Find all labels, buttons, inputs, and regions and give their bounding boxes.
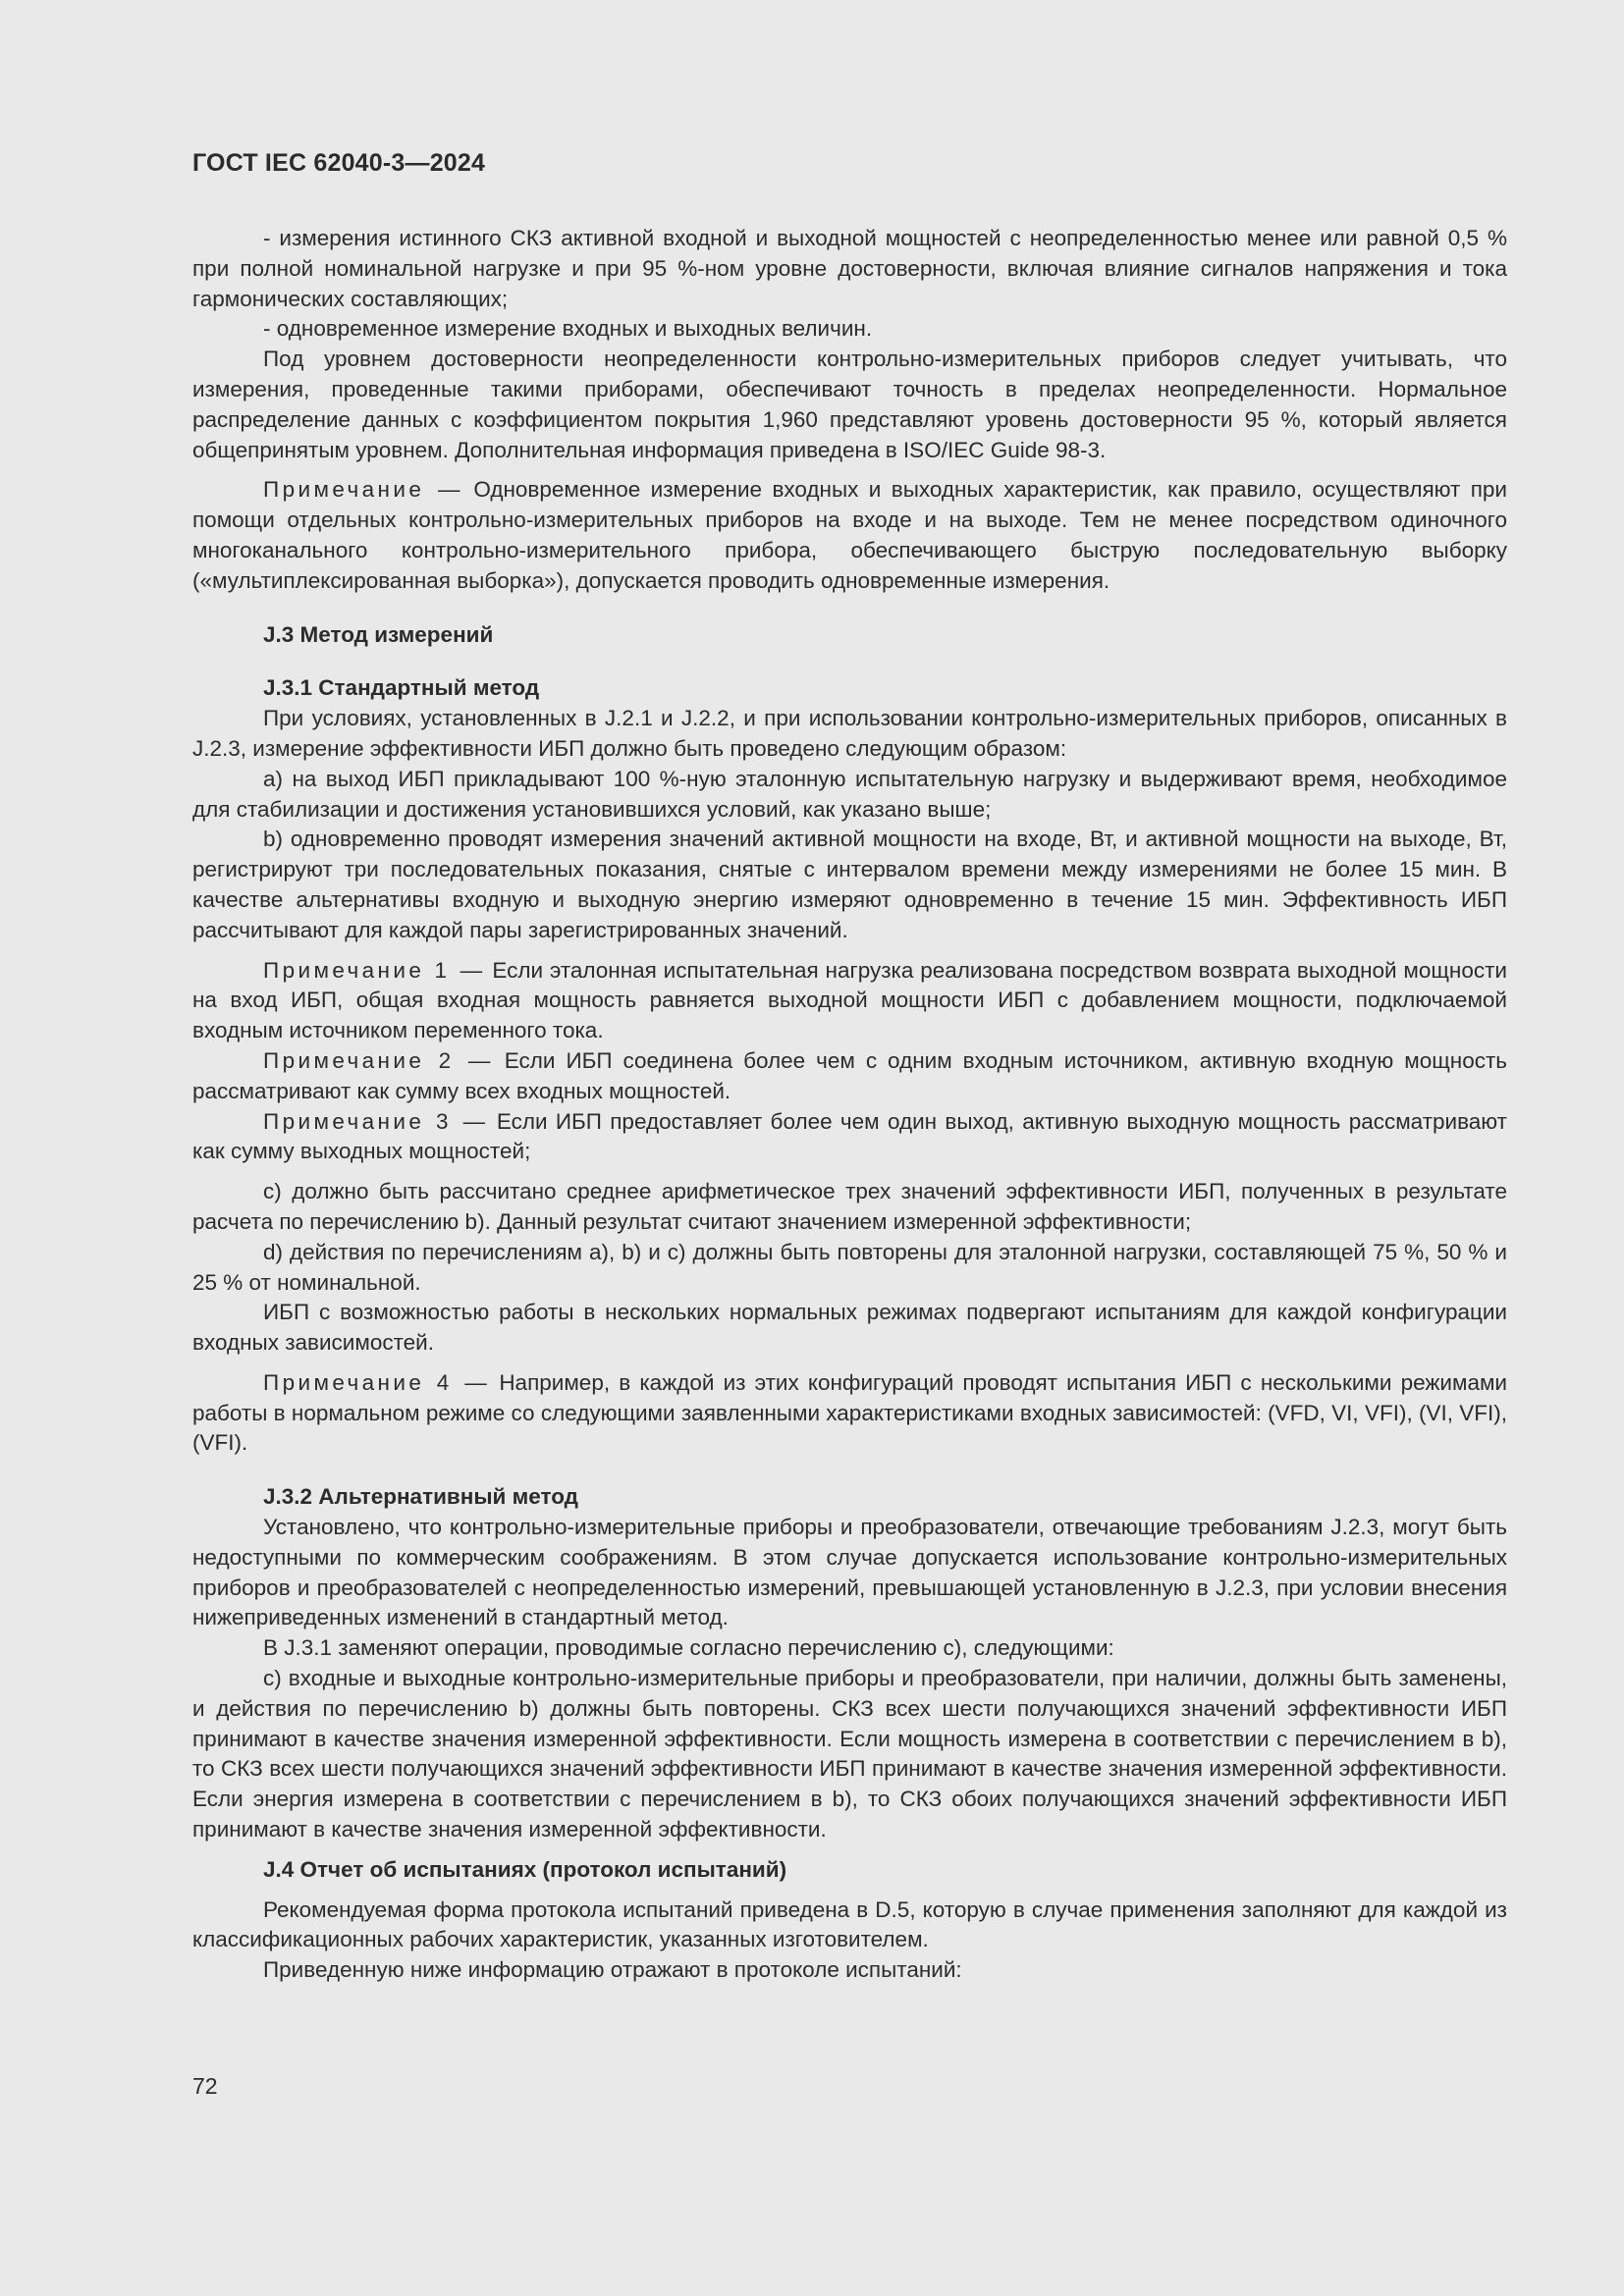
paragraph: Рекомендуемая форма протокола испытаний приведена в D.5, которую в случае применения заполняют для каждой из классификационных рабочих характеристик, указанных изготовителем. xyxy=(192,1896,1507,1952)
paragraph: Под уровнем достоверности неопределенности контрольно-измерительных приборов следует учитывать, что измерения, проведенные такими приборами, обеспечивают точность в пределах неопределенности. Нормальное распределение данных с коэффициентом покрытия 1,960 представляют уровень достоверности 95 %, который является общепринятым уровнем. Дополнительная информация приведена в ISO/IEC Guide 98-3. xyxy=(192,347,1507,462)
document-header: ГОСТ IEC 62040-3—2024 xyxy=(192,149,486,177)
list-item: - одновременное измерение входных и выходных величин. xyxy=(263,316,873,342)
note-label: Примечание 4 — xyxy=(263,1369,491,1395)
document-body xyxy=(192,224,1507,1986)
list-item: - измерения истинного СКЗ активной входной и выходной мощностей с неопределенностью менее или равной 0,5 % при полной номинальной нагрузке и при 95 %-ном уровне достоверности, включая влияние сигналов напряжения и тока гармонических составляющих; xyxy=(192,226,1507,311)
note xyxy=(192,1046,1507,1107)
page-number: 72 xyxy=(192,2073,218,2099)
section-heading: J.3 Метод измерений xyxy=(263,621,494,647)
note xyxy=(192,956,1507,1046)
note-text: Если эталонная испытательная нагрузка реализована посредством возврата выходной мощности на вход ИБП, общая входная мощность равняется выходной мощности ИБП с добавлением мощности, подключаемой входным источником переменного тока. xyxy=(192,957,1507,1043)
list-item: c) входные и выходные контрольно-измерительные приборы и преобразователи, при наличии, должны быть заменены, и действия по перечислению b) должны быть повторены. СКЗ всех шести получающихся значений эффективности ИБП принимают в качестве значения измеренной эффективности. Если мощность измерена в соответствии с перечислением в b), то СКЗ всех шести получающихся значений эффективности ИБП принимают в качестве значения измеренной эффективности. Если энергия измерена в соответствии с перечислением в b), то СКЗ обоих получающихся значений эффективности ИБП принимают в качестве значения измеренной эффективности. xyxy=(192,1666,1507,1842)
note-label: Примечание 1 — xyxy=(263,957,486,983)
paragraph: В J.3.1 заменяют операции, проводимые согласно перечислению c), следующими: xyxy=(263,1635,1114,1661)
note-text: Например, в каждой из этих конфигураций проводят испытания ИБП с несколькими режимами работы в нормальном режиме со следующими заявленными характеристиками входных зависимостей: (VFD, VI, VFI), (VI, VFI), (VFI). xyxy=(192,1369,1507,1456)
note-label: Примечание — xyxy=(263,477,463,503)
paragraph: Установлено, что контрольно-измерительные приборы и преобразователи, отвечающие требованиям J.2.3, могут быть недоступными по коммерческим соображениям. В этом случае допускается использование контрольно-измерительных приборов и преобразователей с неопределенностью измерений, превышающей установленную в J.2.3, при условии внесения нижеприведенных изменений в стандартный метод. xyxy=(192,1515,1507,1630)
note-text: Если ИБП предоставляет более чем один выход, активную выходную мощность рассматривают как сумму выходных мощностей; xyxy=(192,1108,1507,1164)
note-text: Одновременное измерение входных и выходных характеристик, как правило, осуществляют при помощи отдельных контрольно-измерительных приборов на входе и на выходе. Тем не менее посредством одиночного многоканального контрольно-измерительного прибора, обеспечивающего быструю последовательную выборку («мультиплексированная выборка»), допускается проводить одновременные измерения. xyxy=(192,477,1507,593)
subsection-heading: J.3.2 Альтернативный метод xyxy=(263,1484,578,1510)
paragraph: При условиях, установленных в J.2.1 и J.2.2, и при использовании контрольно-измерительных приборов, описанных в J.2.3, измерение эффективности ИБП должно быть проведено следующим образом: xyxy=(192,706,1507,761)
list-item: d) действия по перечислениям a), b) и c) должны быть повторены для эталонной нагрузки, составляющей 75 %, 50 % и 25 % от номинальной. xyxy=(192,1239,1507,1295)
note-text: Если ИБП соединена более чем с одним входным источником, активную входную мощность рассматривают как сумму всех входных мощностей. xyxy=(192,1047,1507,1103)
note xyxy=(192,475,1507,596)
paragraph: ИБП с возможностью работы в нескольких нормальных режимах подвергают испытаниям для каждой конфигурации входных зависимостей. xyxy=(192,1300,1507,1356)
list-item: c) должно быть рассчитано среднее арифметическое трех значений эффективности ИБП, полученных в результате расчета по перечислению b). Данный результат считают значением измеренной эффективности; xyxy=(192,1179,1507,1234)
list-item: a) на выход ИБП прикладывают 100 %-ную эталонную испытательную нагрузку и выдерживают время, необходимое для стабилизации и достижения установившихся условий, как указано выше; xyxy=(192,766,1507,822)
section-heading: J.4 Отчет об испытаниях (протокол испытаний) xyxy=(263,1856,787,1882)
note-label: Примечание 3 — xyxy=(263,1108,489,1134)
subsection-heading: J.3.1 Стандартный метод xyxy=(263,675,540,701)
list-item: b) одновременно проводят измерения значений активной мощности на входе, Вт, и активной мощности на выходе, Вт, регистрируют три последовательных показания, снятые с интервалом времени между измерениями не более 15 мин. В качестве альтернативы входную и выходную энергию измеряют одновременно в течение 15 мин. Эффективность ИБП рассчитывают для каждой пары зарегистрированных значений. xyxy=(192,827,1507,942)
paragraph: Приведенную ниже информацию отражают в протоколе испытаний: xyxy=(263,1957,962,1983)
note xyxy=(192,1107,1507,1168)
note-label: Примечание 2 — xyxy=(263,1047,494,1073)
note xyxy=(192,1368,1507,1459)
